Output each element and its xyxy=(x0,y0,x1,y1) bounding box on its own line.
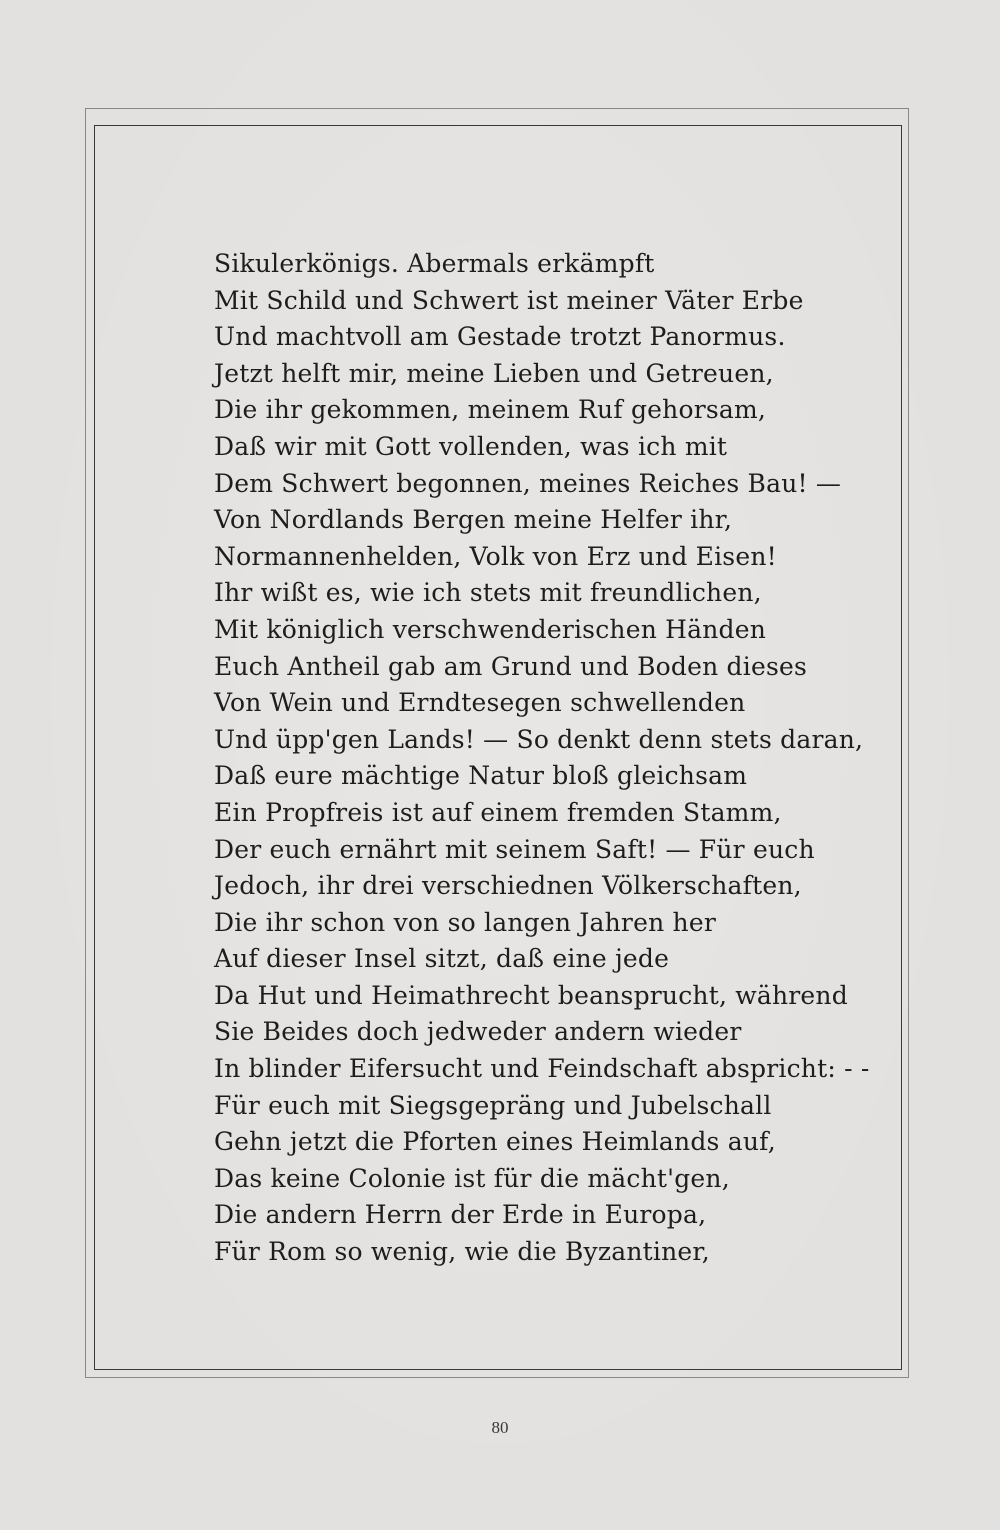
verse-line-6: Daß wir mit Gott vollenden, was ich mit xyxy=(214,431,728,461)
page-number: 80 xyxy=(491,1418,509,1437)
verse-line-26: Das keine Colonie ist für die mächt'gen, xyxy=(214,1163,730,1193)
verse-line-7: Dem Schwert begonnen, meines Reiches Bau! — xyxy=(214,468,842,498)
verse-line-13: Von Wein und Erndtesegen schwellenden xyxy=(214,688,746,718)
verse-line-19: Die ihr schon von so langen Jahren her xyxy=(214,907,716,937)
verse-line-5: Die ihr gekommen, meinem Ruf gehorsam, xyxy=(214,395,767,425)
verse-line-8: Von Nordlands Bergen meine Helfer ihr, xyxy=(214,505,733,535)
verse-line-22: Sie Beides doch jedweder andern wieder xyxy=(214,1017,742,1047)
verse-line-27: Die andern Herrn der Erde in Europa, xyxy=(214,1200,707,1230)
verse-line-24: Für euch mit Siegsgepräng und Jubelschall xyxy=(214,1090,772,1120)
verse-line-10: Ihr wißt es, wie ich stets mit freundlichen, xyxy=(214,578,762,608)
verse-line-21: Da Hut und Heimathrecht beansprucht, während xyxy=(214,980,848,1010)
verse-line-20: Auf dieser Insel sitzt, daß eine jede xyxy=(214,944,670,974)
verse-line-17: Der euch ernährt mit seinem Saft! — Für euch xyxy=(214,834,815,864)
verse-line-25: Gehn jetzt die Pforten eines Heimlands auf, xyxy=(214,1127,776,1157)
verse-line-28: Für Rom so wenig, wie die Byzantiner, xyxy=(214,1237,710,1267)
poem-text xyxy=(214,246,870,1271)
verse-line-3: Und machtvoll am Gestade trotzt Panormus. xyxy=(214,322,786,352)
verse-line-9: Normannenhelden, Volk von Erz und Eisen! xyxy=(214,541,777,571)
verse-line-2: Mit Schild und Schwert ist meiner Väter Erbe xyxy=(214,285,804,315)
verse-line-1: Sikulerkönigs. Abermals erkämpft xyxy=(214,249,655,278)
verse-line-18: Jedoch, ihr drei verschiednen Völkerschaften, xyxy=(214,871,802,901)
verse-line-23: In blinder Eifersucht und Feindschaft abspricht: - - xyxy=(214,1054,870,1084)
verse-line-12: Euch Antheil gab am Grund und Boden dieses xyxy=(214,651,807,681)
verse-line-16: Ein Propfreis ist auf einem fremden Stamm, xyxy=(214,797,782,827)
verse-line-15: Daß eure mächtige Natur bloß gleichsam xyxy=(214,761,748,791)
verse-line-14: Und üpp'gen Lands! — So denkt denn stets daran, xyxy=(214,724,864,754)
verse-line-4: Jetzt helft mir, meine Lieben und Getreuen, xyxy=(214,358,774,388)
verse-line-11: Mit königlich verschwenderischen Händen xyxy=(214,614,767,644)
